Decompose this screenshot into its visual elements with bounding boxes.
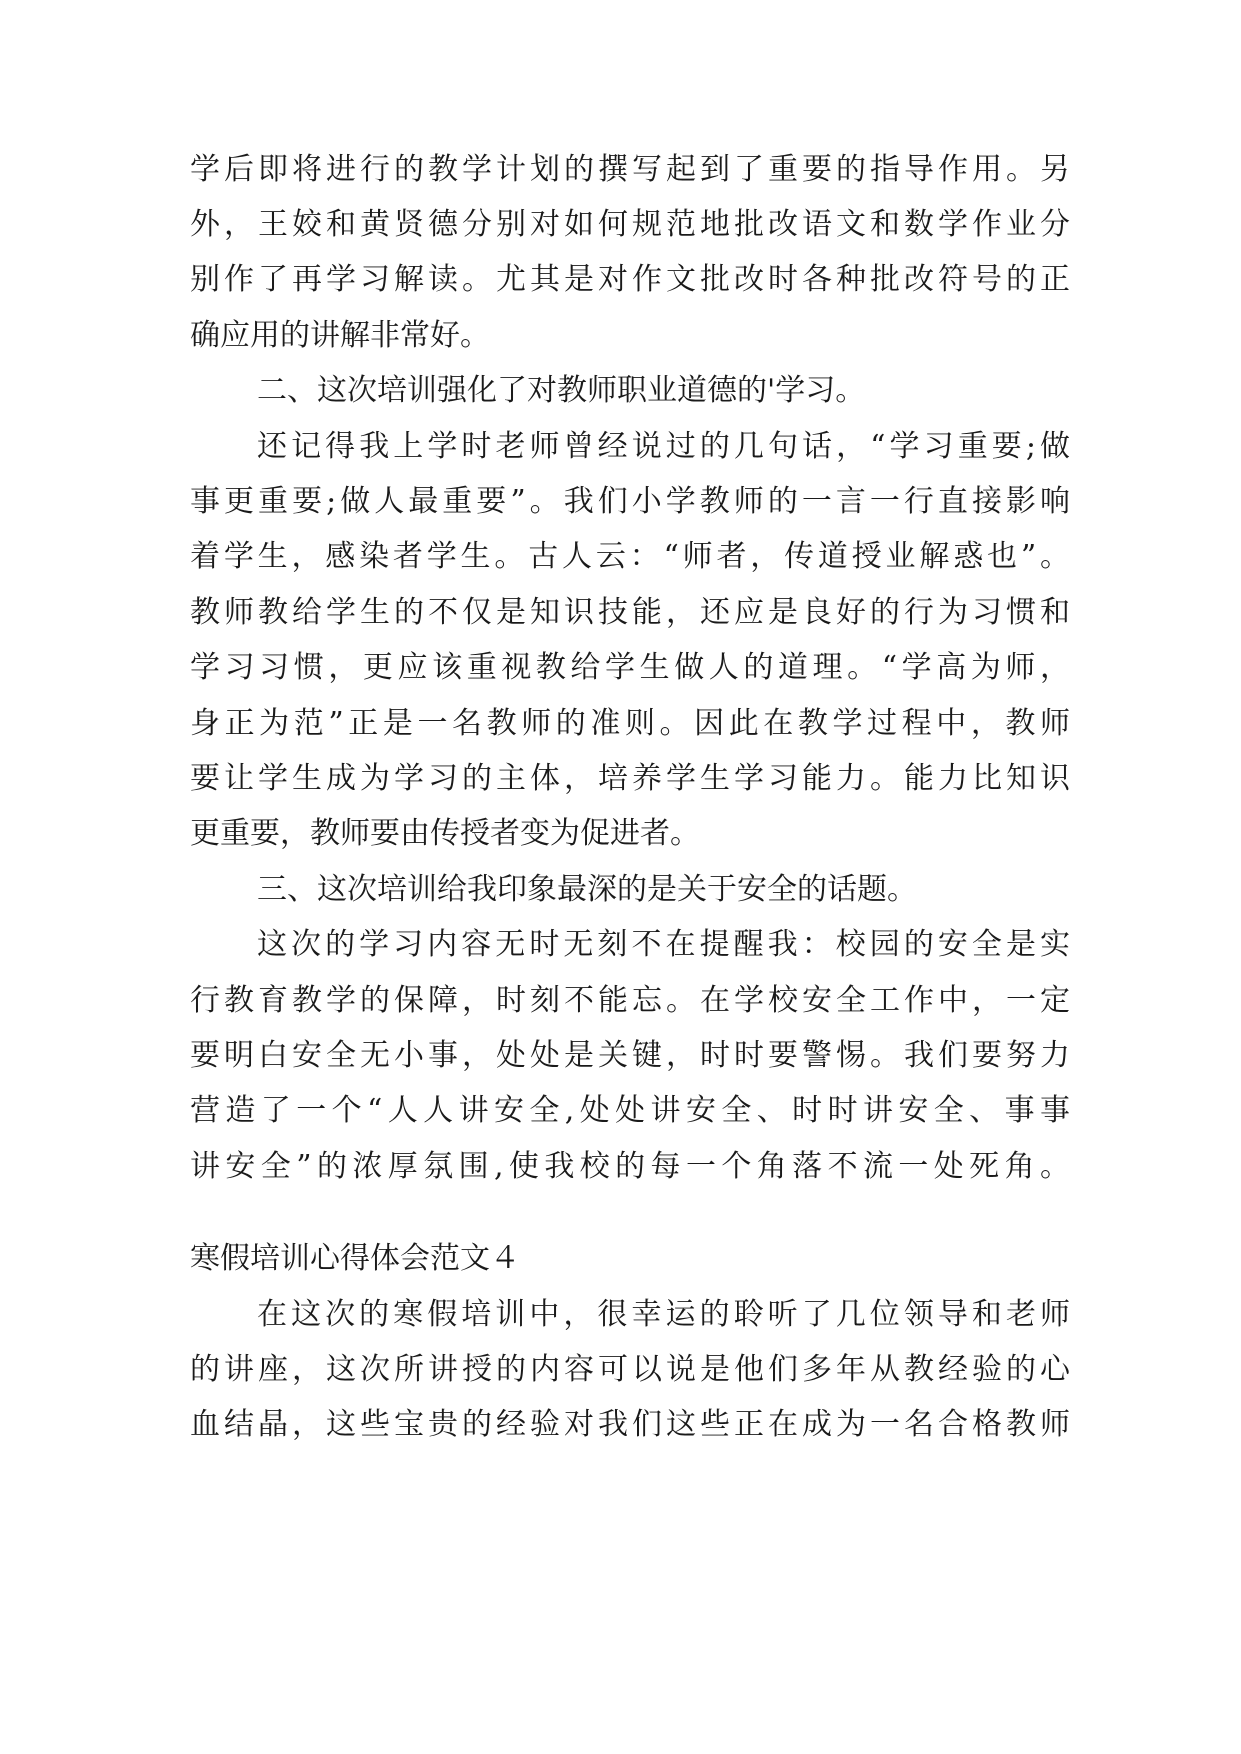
text-line: 要明白安全无小事，处处是关键，时时要警惕。我们要努力 — [190, 1038, 1070, 1073]
text-line: 还记得我上学时老师曾经说过的几句话，“学习重要;做 — [257, 429, 1070, 464]
text-line: 学习习惯，更应该重视教给学生做人的道理。“学高为师， — [190, 650, 1070, 685]
text-line: 在这次的寒假培训中，很幸运的聆听了几位领导和老师 — [257, 1297, 1070, 1332]
text-line: 教师教给学生的不仅是知识技能，还应是良好的行为习惯和 — [190, 595, 1070, 630]
text-line: 行教育教学的保障，时刻不能忘。在学校安全工作中，一定 — [190, 983, 1070, 1018]
text-line: 讲安全”的浓厚氛围,使我校的每一个角落不流一处死角。 — [190, 1149, 1070, 1184]
text-line: 确应用的讲解非常好。 — [190, 318, 490, 353]
text-line: 要让学生成为学习的主体，培养学生学习能力。能力比知识 — [190, 761, 1070, 796]
section-heading: 二、这次培训强化了对教师职业道德的'学习。 — [257, 373, 866, 408]
text-line: 学后即将进行的教学计划的撰写起到了重要的指导作用。另 — [190, 152, 1070, 187]
section-heading: 三、这次培训给我印象最深的是关于安全的话题。 — [257, 872, 917, 907]
text-line: 血结晶，这些宝贵的经验对我们这些正在成为一名合格教师 — [190, 1407, 1070, 1442]
text-line: 事更重要;做人最重要”。我们小学教师的一言一行直接影响 — [190, 484, 1070, 519]
text-line: 这次的学习内容无时无刻不在提醒我：校园的安全是实 — [257, 927, 1070, 962]
text-line: 外，王姣和黄贤德分别对如何规范地批改语文和数学作业分 — [190, 207, 1070, 242]
text-line: 营造了一个“人人讲安全,处处讲安全、时时讲安全、事事 — [190, 1093, 1070, 1128]
text-line: 更重要，教师要由传授者变为促进者。 — [190, 816, 700, 851]
article-title: 寒假培训心得体会范文４ — [190, 1241, 520, 1276]
text-line: 的讲座，这次所讲授的内容可以说是他们多年从教经验的心 — [190, 1352, 1070, 1387]
text-line: 着学生，感染者学生。古人云：“师者，传道授业解惑也”。 — [190, 539, 1070, 574]
text-line: 别作了再学习解读。尤其是对作文批改时各种批改符号的正 — [190, 262, 1070, 297]
text-line: 身正为范”正是一名教师的准则。因此在教学过程中，教师 — [190, 706, 1070, 741]
